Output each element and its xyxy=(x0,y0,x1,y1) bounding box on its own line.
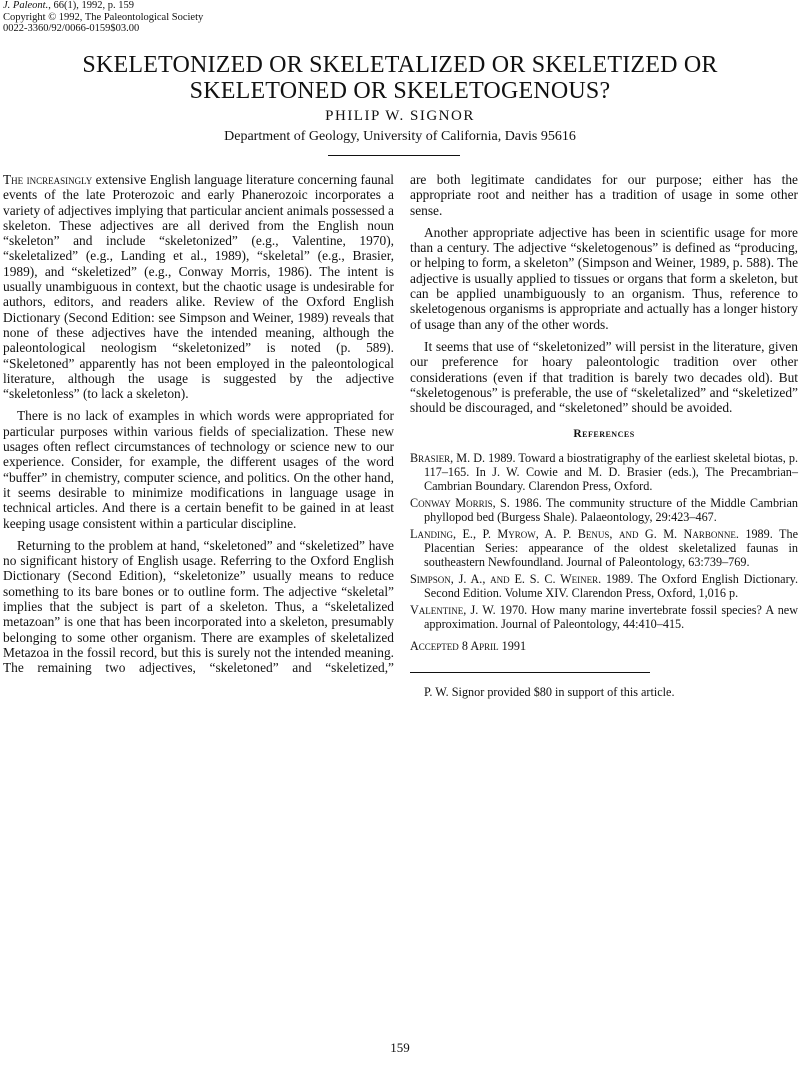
journal-header xyxy=(3,0,203,35)
title-line-2: SKELETONED OR SKELETOGENOUS? xyxy=(189,78,611,104)
lead-in-text: The increasingly xyxy=(3,172,93,187)
page-number: 159 xyxy=(390,1040,410,1055)
support-note: P. W. Signor provided $80 in support of this article. xyxy=(424,685,675,700)
paragraph-1-text: extensive English language literature concerning faunal events of the late Proterozoic and early Phanerozoic incorporates a variety of adjectives implying that particular ancient animals possessed a skeleton. These adjectives are all derived from the English noun “skeleton” and include “skeletonized” (e.g., Valentine, 1970), “skeletalized” (e.g., Landing et al., 1989), “skeletal” (e.g., Brasier, 1989), and “skeletized” (e.g., Conway Morris, 1986). The intent is usually unambiguous in context, but the chaotic usage is undesirable for authors, editors, and readers alike. Review of the Oxford English Dictionary (Second Edition: see Simpson and Weiner, 1989) reveals that none of these adjectives have the intended meaning, although the paleontological neologism “skeletonized” is noted (p. 589). “Skeletoned” apparently has not been employed in the paleontological literature, although the usage is suggested by the adjective “skeletonless” (to lack a skeleton). xyxy=(3,172,395,402)
paragraph-5: It seems that use of “skeletonized” will persist in the literature, given our preference for hoary paleontologic tradition over other considerations (even if that tradition is barely two decades old). But “skeletogenous” is preferable, the use of “skeletalized” and “skeletized” should be discouraged, and “skeletoned” should be avoided. xyxy=(410,338,798,416)
author-affiliation: Department of Geology, University of California, Davis 95616 xyxy=(224,129,576,144)
reference-author: Landing, E., P. Myrow, A. P. Benus, and G. M. Narbonne. xyxy=(410,526,739,541)
reference-entry xyxy=(410,496,798,524)
reference-entry xyxy=(410,527,798,569)
accepted-date: Accepted 8 April 1991 xyxy=(410,638,527,653)
reference-author: Valentine, J. W. xyxy=(410,602,496,617)
references-heading: References xyxy=(573,428,635,441)
reference-text: 1989. The Placentian Series: appearance of the oldest skeletalized faunas in southeastern Newfoundland. Journal of Paleontology, 63:739–769. xyxy=(424,526,798,569)
reference-entry xyxy=(410,603,798,631)
volume-page: , 66(1), 1992, p. 159 xyxy=(48,0,134,11)
paragraph-1 xyxy=(3,172,394,401)
references-divider xyxy=(410,672,650,673)
author-name: PHILIP W. SIGNOR xyxy=(325,108,475,124)
title-divider xyxy=(328,155,460,156)
reference-text: 1986. The community structure of the Middle Cambrian phyllopod bed (Burgess Shale). Palaeontology, 29:423–467. xyxy=(424,495,798,524)
journal-name: J. Paleont. xyxy=(3,0,49,11)
reference-text: 1970. How many marine invertebrate fossil species? A new approximation. Journal of Paleontology, 44:410–415. xyxy=(424,602,798,631)
article-title xyxy=(20,52,780,104)
right-column-content xyxy=(410,172,798,707)
reference-entry xyxy=(410,451,798,493)
reference-entry xyxy=(410,572,798,600)
paragraph-3: Returning to the problem at hand, “skeletoned” and “skeletized” have no significant history of English usage. Referring to the Oxford English Dictionary (Second Edition), “skeletonize” usually means to reduce something to its bare bones or to outline form. The adjective “skeletal” implies that the subject is part of a skeleton. Thus, a “skeletalized metazoan” is one that has been incorporated into a skeleton, presumably belonging to some other organism. There are examples of skeletalized Metazoa in the fossil record, but this is surely not the intended meaning. The remaining two adjectives, “skeletoned” and “skeletized,” xyxy=(3,537,394,676)
journal-citation xyxy=(3,0,203,12)
reference-text: 1989. The Oxford English Dictionary. Second Edition. Volume XIV. Clarendon Press, Oxford, 1,016 p. xyxy=(424,571,798,600)
paragraph-4: Another appropriate adjective has been in scientific usage for more than a century. The adjective “skeletogenous” is defined as “producing, or helping to form, a skeleton” (Simpson and Weiner, 1989, p. 588). The adjective is usually applied to tissues or organs that form a skeleton, but can be applied unambiguously to an organism. Thus, reference to skeletogenous organisms is appropriate and actually has a longer history of usage than any of the other words. xyxy=(410,224,799,332)
title-line-1: SKELETONIZED OR SKELETALIZED OR SKELETIZED OR xyxy=(82,52,718,78)
left-column xyxy=(3,172,394,683)
reference-author: Conway Morris, S. xyxy=(410,495,510,510)
reference-text: 1989. Toward a biostratigraphy of the earliest skeletal biotas, p. 117–165. In J. W. Cowie and M. D. Brasier (eds.), The Precambrian–Cambrian Boundary. Clarendon Press, Oxford. xyxy=(424,450,798,493)
paragraph-3-continued: are both legitimate candidates for our purpose; either has the appropriate root and neither has a tradition of usage in some other sense. xyxy=(410,172,798,218)
reference-author: Simpson, J. A., and E. S. C. Weiner. xyxy=(410,571,602,586)
copyright-line: Copyright © 1992, The Paleontological Society xyxy=(3,11,204,23)
issn-code: 0022-3360/92/0066-0159$03.00 xyxy=(3,23,140,34)
reference-author: Brasier, M. D. xyxy=(410,450,486,465)
paragraph-2: There is no lack of examples in which words were appropriated for particular purposes within various fields of specialization. These new usages often reflect circumstances of technology or science new to our experience. Consider, for example, the different usages of the word “buffer” in chemistry, computer science, and politics. On the other hand, it seems desirable to minimize modifications in language usage in technical articles. And there is a certain benefit to be gained in at least keeping usage consistent within a particular discipline. xyxy=(3,408,394,531)
references-list xyxy=(410,451,798,631)
